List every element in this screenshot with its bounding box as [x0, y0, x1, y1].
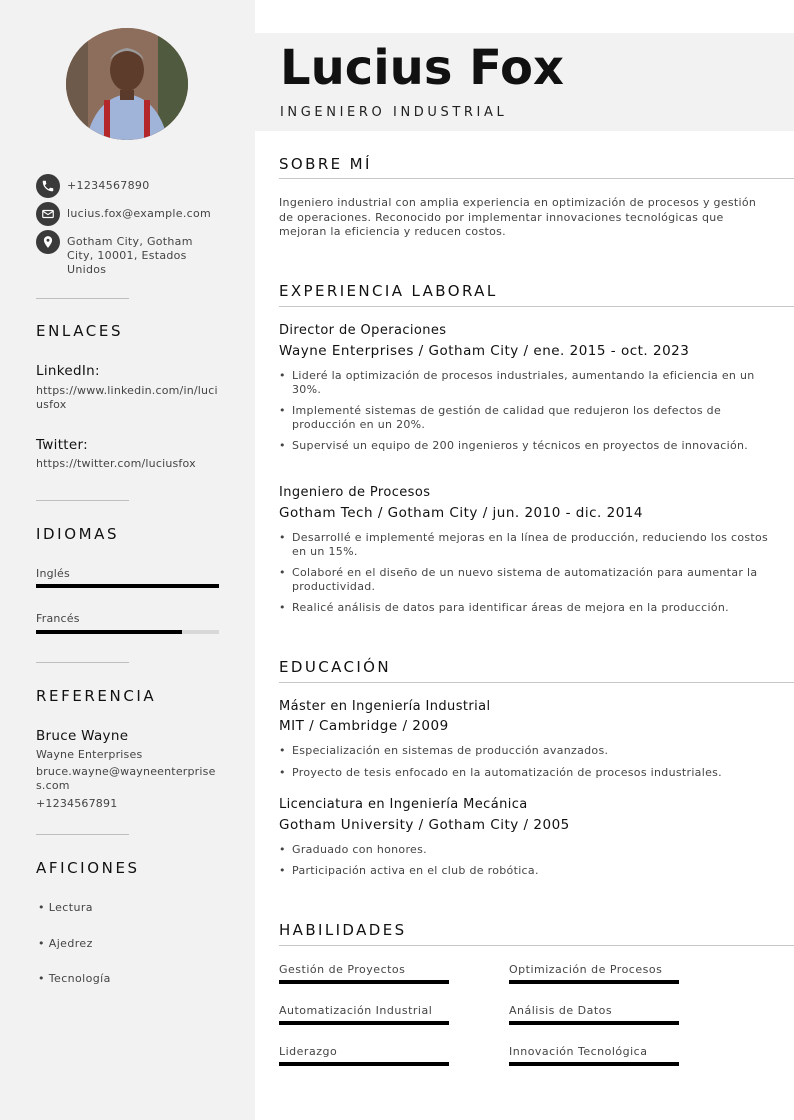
job-bullet: • Lideré la optimización de procesos industriales, aumentando la eficiencia en un 30%.: [279, 369, 769, 397]
reference-phone: +1234567891: [36, 797, 118, 810]
email-text[interactable]: lucius.fox@example.com: [67, 207, 212, 220]
skill-label: Gestión de Proyectos: [279, 963, 406, 976]
phone-icon: [36, 174, 60, 198]
degree-title: Máster en Ingeniería Industrial: [279, 699, 491, 714]
degree-bullet: • Graduado con honores.: [279, 843, 769, 857]
phone-text: +1234567890: [67, 179, 150, 192]
degree-school: Gotham University / Gotham City / 2005: [279, 817, 570, 833]
about-heading: SOBRE MÍ: [279, 155, 372, 173]
twitter-url[interactable]: https://twitter.com/luciusfox: [36, 457, 196, 470]
experience-heading: EXPERIENCIA LABORAL: [279, 282, 498, 300]
reference-company: Wayne Enterprises: [36, 748, 143, 761]
skill-bar: [509, 1062, 679, 1066]
hobbies-heading: AFICIONES: [36, 859, 140, 877]
job-bullet: • Implementé sistemas de gestión de calidad que redujeron los defectos de producción en un 20%.: [279, 404, 769, 432]
skill-bar: [279, 980, 449, 984]
job-bullet: • Realicé análisis de datos para identificar áreas de mejora en la producción.: [279, 601, 769, 615]
skill-label: Análisis de Datos: [509, 1004, 613, 1017]
section-divider: [279, 682, 794, 683]
section-divider: [279, 178, 794, 179]
envelope-icon: [36, 202, 60, 226]
hobby-label: Tecnología: [48, 972, 111, 985]
job-role: Ingeniero de Procesos: [279, 485, 431, 500]
reference-name: Bruce Wayne: [36, 728, 129, 744]
education-heading: EDUCACIÓN: [279, 658, 392, 676]
language-name: Inglés: [36, 567, 70, 580]
reference-email[interactable]: bruce.wayne@wayneenterprises.com: [36, 765, 216, 792]
sidebar-divider: [36, 500, 129, 501]
job-bullet: • Supervisé un equipo de 200 ingenieros y técnicos en proyectos de innovación.: [279, 439, 769, 453]
contact-email: [36, 202, 236, 226]
languages-heading: IDIOMAS: [36, 525, 120, 543]
degree-school: MIT / Cambridge / 2009: [279, 718, 449, 734]
job-bullet: • Desarrollé e implementé mejoras en la línea de producción, reduciendo los costos en un 15%.: [279, 531, 769, 559]
skill-label: Liderazgo: [279, 1045, 338, 1058]
skill-bar: [509, 980, 679, 984]
full-name: Lucius Fox: [280, 40, 564, 96]
sidebar-divider: [36, 834, 129, 835]
job-details: Gotham Tech / Gotham City / jun. 2010 - dic. 2014: [279, 505, 643, 521]
job-role: Director de Operaciones: [279, 323, 447, 338]
profile-photo: [66, 28, 188, 140]
reference-heading: REFERENCIA: [36, 687, 157, 705]
section-divider: [279, 306, 794, 307]
linkedin-label: LinkedIn:: [36, 363, 100, 379]
address-text: Gotham City, Gotham City, 10001, Estados Unidos: [67, 235, 193, 276]
contact-phone: [36, 174, 236, 198]
skill-bar: [279, 1021, 449, 1025]
job-details: Wayne Enterprises / Gotham City / ene. 2015 - oct. 2023: [279, 343, 690, 359]
hobby-label: Ajedrez: [48, 937, 93, 950]
job-bullet: • Colaboré en el diseño de un nuevo sistema de automatización para aumentar la productividad.: [279, 566, 769, 594]
skill-label: Innovación Tecnológica: [509, 1045, 648, 1058]
contact-address: [36, 230, 236, 277]
language-level-fill: [36, 630, 182, 634]
language-level-bar: [36, 630, 219, 634]
skill-bar: [509, 1021, 679, 1025]
hobby-item: • Tecnología: [38, 972, 111, 985]
sidebar: [0, 0, 255, 1120]
sidebar-divider: [36, 662, 129, 663]
language-name: Francés: [36, 612, 80, 625]
degree-bullet: • Participación activa en el club de robótica.: [279, 864, 769, 878]
degree-bullet: • Especialización en sistemas de producción avanzados.: [279, 744, 769, 758]
section-divider: [279, 945, 794, 946]
linkedin-url[interactable]: https://www.linkedin.com/in/luciusfox: [36, 384, 218, 411]
links-heading: ENLACES: [36, 322, 124, 340]
map-pin-icon: [36, 230, 60, 254]
language-level-fill: [36, 584, 219, 588]
hobby-item: • Ajedrez: [38, 937, 93, 950]
degree-title: Licenciatura en Ingeniería Mecánica: [279, 797, 528, 812]
hobby-item: • Lectura: [38, 901, 93, 914]
language-level-bar: [36, 584, 219, 588]
degree-bullet: • Proyecto de tesis enfocado en la automatización de procesos industriales.: [279, 766, 769, 780]
hobby-label: Lectura: [48, 901, 93, 914]
skills-heading: HABILIDADES: [279, 921, 407, 939]
job-title: INGENIERO INDUSTRIAL: [280, 105, 508, 120]
skill-bar: [279, 1062, 449, 1066]
sidebar-divider: [36, 298, 129, 299]
about-text: Ingeniero industrial con amplia experiencia en optimización de procesos y gestión de operaciones. Reconocido por implementar innovaciones tecnológicas que mejoran la eficiencia y reducen costos.: [279, 196, 757, 238]
skill-label: Automatización Industrial: [279, 1004, 433, 1017]
twitter-label: Twitter:: [36, 437, 88, 453]
skill-label: Optimización de Procesos: [509, 963, 663, 976]
